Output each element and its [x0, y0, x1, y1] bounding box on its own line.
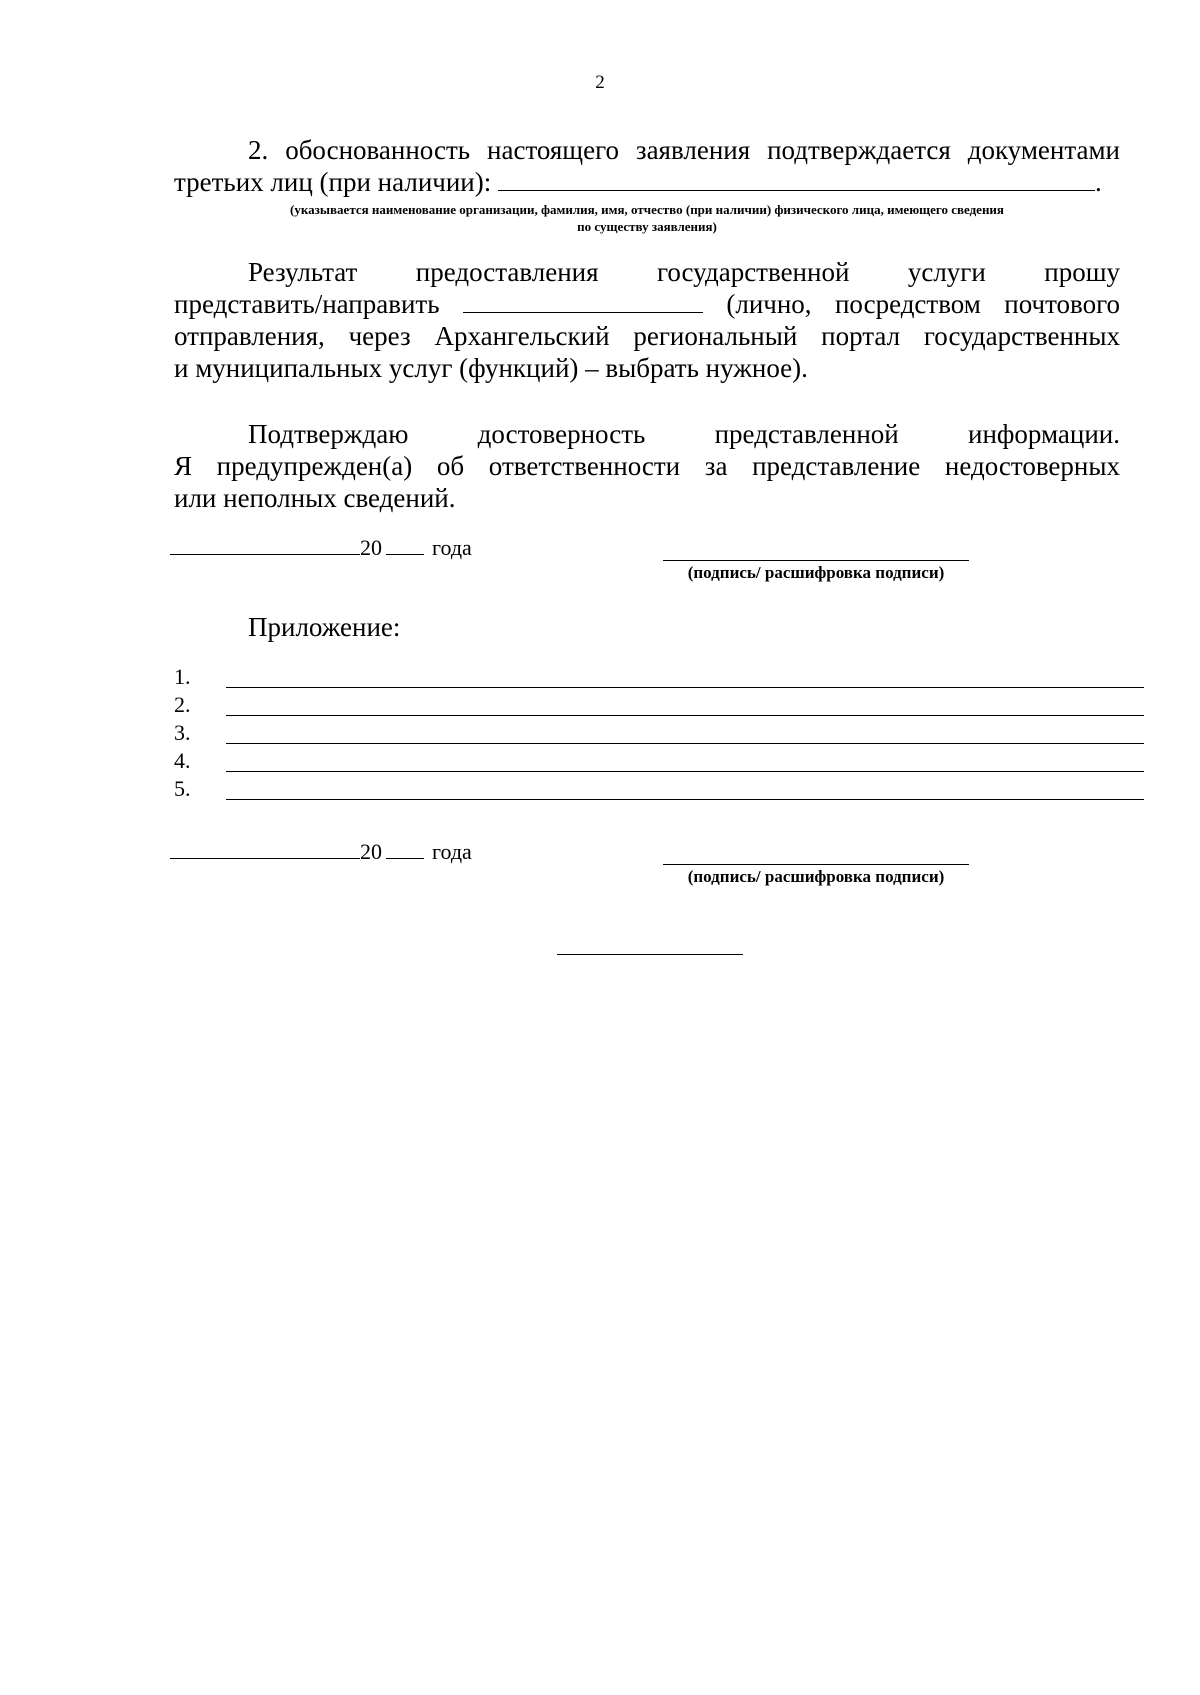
delivery-method-field[interactable]	[463, 288, 703, 313]
attachment-item-4: 4.	[174, 748, 1144, 776]
signature-caption-1: (подпись/ расшифровка подписи)	[687, 563, 945, 582]
paragraph-grounds	[174, 134, 1120, 198]
signature-field-2[interactable]	[663, 864, 969, 865]
attachment-item-4-field[interactable]	[226, 771, 1144, 772]
hint-third-party: (указывается наименование организации, фамилия, имя, отчество (при наличии) физического лица, имеющего сведения по существу заявления)	[290, 202, 1004, 234]
attachment-item-1: 1.	[174, 664, 1144, 692]
paragraph-confirmation-line-1: Подтверждаю достоверность представленной информации.	[248, 419, 1120, 449]
date-year-field-2[interactable]	[386, 836, 424, 859]
paragraph-result-line-2: представить/направить (лично, посредством почтового	[174, 289, 1120, 319]
page-number: 2	[595, 72, 605, 93]
paragraph-grounds-line-2: третьих лиц (при наличии): .	[174, 167, 1102, 197]
date-day-month-field[interactable]	[170, 532, 360, 555]
date-row-1: 20 года	[170, 532, 472, 561]
attachment-item-5-field[interactable]	[226, 799, 1144, 800]
paragraph-result-delivery	[174, 256, 1120, 384]
paragraph-confirmation-line-2: Я предупрежден(а) об ответственности за представление недостоверных	[174, 451, 1120, 481]
paragraph-grounds-line-1: 2. обоснованность настоящего заявления подтверждается документами	[248, 135, 1120, 165]
signature-field-1[interactable]	[663, 560, 969, 561]
paragraph-result-line-4: и муниципальных услуг (функций) – выбрать нужное).	[174, 353, 808, 383]
date-day-month-field-2[interactable]	[170, 836, 360, 859]
paragraph-confirmation-line-3: или неполных сведений.	[174, 483, 456, 513]
attachment-title: Приложение:	[248, 612, 401, 642]
signature-caption-2: (подпись/ расшифровка подписи)	[687, 867, 945, 886]
attachment-item-2: 2.	[174, 692, 1144, 720]
third-party-documents-field[interactable]	[498, 166, 1095, 191]
paragraph-confirmation	[174, 418, 1120, 514]
attachment-item-3: 3.	[174, 720, 1144, 748]
attachment-item-3-field[interactable]	[226, 743, 1144, 744]
date-year-field[interactable]	[386, 532, 424, 555]
paragraph-result-line-3: отправления, через Архангельский региональный портал государственных	[174, 321, 1120, 351]
attachment-item-2-field[interactable]	[226, 715, 1144, 716]
date-row-2: 20 года	[170, 836, 472, 865]
attachment-item-5: 5.	[174, 776, 1144, 804]
paragraph-result-line-1: Результат предоставления государственной услуги прошу	[248, 257, 1120, 287]
attachment-item-1-field[interactable]	[226, 687, 1144, 688]
end-divider	[557, 954, 743, 955]
